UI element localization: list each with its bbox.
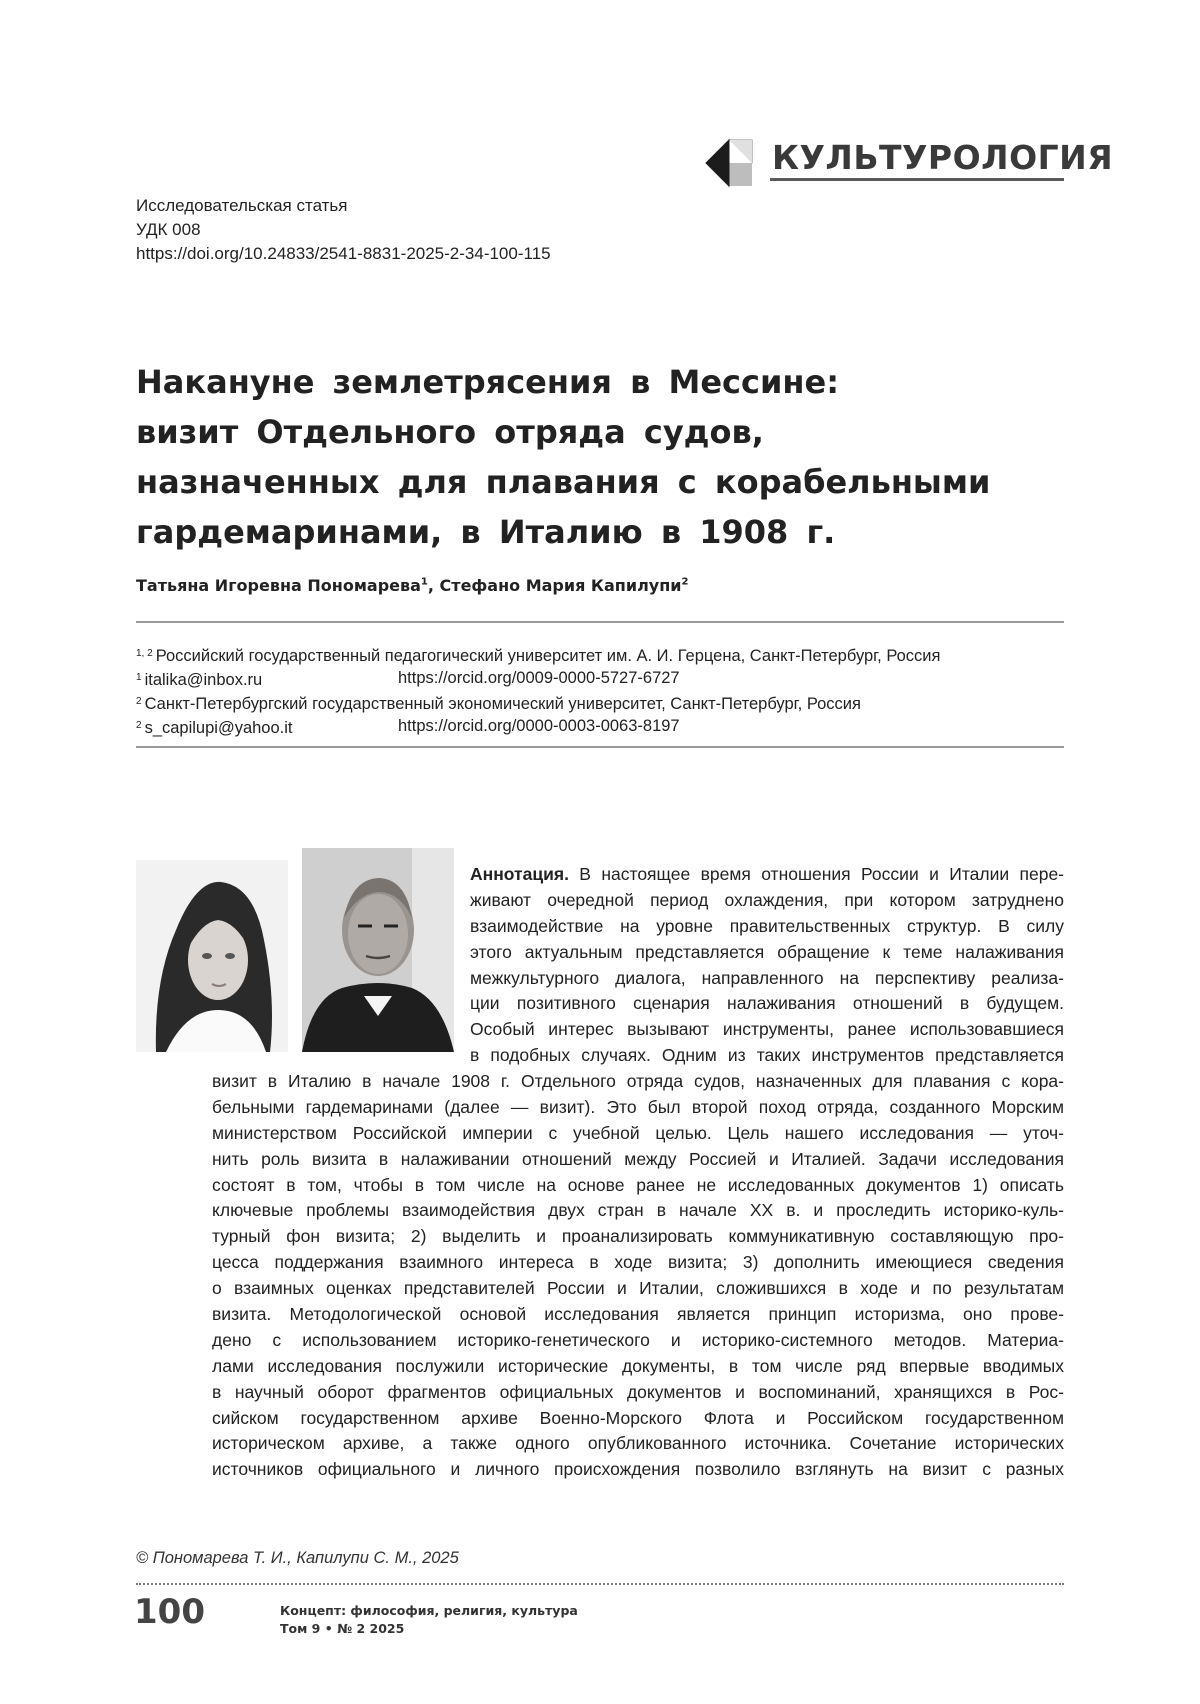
author-affiliation-sup: 1 — [420, 576, 428, 588]
abstract-line: нить роль визита в налаживании отношений между Россией и Италией. Задачи исследования — [212, 1148, 1064, 1169]
affiliation-line — [136, 714, 836, 740]
article-title-line: гардемаринами, в Италию в 1908 г. — [136, 513, 836, 551]
abstract-line: ции позитивного сценария налаживания отношений в будущем. — [470, 993, 1064, 1014]
abstract-line: бельными гардемаринами (далее — визит). Это был второй поход отряда, созданного Морским — [212, 1096, 1064, 1117]
abstract-line: сийском государственном архиве Военно-Морского Флота и Российском государственном — [212, 1407, 1064, 1428]
abstract-line: источников официального и личного происхождения позволило взглянуть на визит с разных — [212, 1459, 1064, 1480]
affiliation-sup: 1, 2 — [136, 648, 153, 659]
abstract-line — [470, 862, 1064, 888]
cube-icon — [702, 136, 756, 190]
authors — [136, 576, 688, 595]
abstract-line: министерством Российской империи с учебной целью. Цель нашего исследования — уточ- — [212, 1122, 1064, 1143]
abstract-line: этого актуальным представляется обращение к теме налаживания — [470, 941, 1064, 962]
affiliation-line — [136, 642, 940, 668]
abstract-line: о взаимных оценках представителей России и Италии, сложившихся в ходе и по результатам — [212, 1278, 1064, 1299]
abstract-line: живают очередной период охлаждения, при котором затруднено — [470, 889, 1064, 910]
abstract-line: цесса поддержания взаимного интереса в ходе визита; 3) дополнить имеющиеся сведения — [212, 1252, 1064, 1273]
article-type: Исследовательская статья — [136, 196, 348, 215]
affiliation-line — [136, 666, 836, 692]
abstract-line: ключевые проблемы взаимодействия двух стран в начале XX в. и проследить историко-куль- — [212, 1200, 1064, 1221]
author-name: Стефано Мария Капилупи — [439, 576, 682, 595]
abstract-line: состоят в том, чтобы в том числе на основе ранее не исследованных документов 1) описать — [212, 1174, 1064, 1195]
article-title-line: визит Отдельного отряда судов, — [136, 413, 764, 451]
abstract-line: взаимодействие на уровне правительственных структур. В силу — [470, 915, 1064, 936]
email-link[interactable]: s_capilupi@yahoo.it — [144, 719, 293, 737]
abstract-label: Аннотация. — [470, 864, 569, 884]
abstract-line: межкультурного диалога, направленного на перспективу реализа- — [470, 967, 1064, 988]
affiliation-text: Российский государственный педагогический университет им. А. И. Герцена, Санкт-Петербург, Россия — [155, 647, 941, 665]
author-photo-ponomareva — [136, 860, 288, 1052]
footer-divider — [136, 1583, 1064, 1585]
abstract-line: Особый интерес вызывают инструменты, ранее использовавшиеся — [470, 1019, 1064, 1040]
abstract-line: в научный оборот фрагментов официальных документов и воспоминаний, хранящихся в Рос- — [212, 1381, 1064, 1402]
abstract-line: визит в Италию в начале 1908 г. Отдельного отряда судов, назначенных для плавания с кора- — [212, 1071, 1064, 1091]
affiliation-text: Санкт-Петербургский государственный экономический университет, Санкт-Петербург, Россия — [144, 695, 861, 713]
copyright: © Пономарева Т. И., Капилупи С. М., 2025 — [136, 1549, 459, 1567]
author-photo-capilupi — [302, 848, 454, 1052]
abstract-line: визита. Методологической основой исследования является принцип историзма, оно прове- — [212, 1304, 1064, 1325]
udk: УДК 008 — [136, 220, 201, 239]
section-underline — [770, 178, 1064, 181]
doi-link[interactable]: https://doi.org/10.24833/2541-8831-2025-2-34-100-115 — [136, 244, 551, 263]
journal-name: Концепт: философия, религия, культура — [280, 1603, 578, 1618]
author-affiliation-sup: 2 — [681, 576, 689, 588]
article-title-line: назначенных для плавания с корабельными — [136, 463, 991, 501]
abstract-line: дено с использованием историко-генетического и историко-системного методов. Материа- — [212, 1329, 1064, 1350]
abstract-text: В настоящее время отношения России и Италии пере- — [568, 864, 1064, 884]
abstract-wide-block — [212, 1069, 1064, 1483]
orcid-link[interactable]: https://orcid.org/0009-0000-5727-6727 — [398, 669, 680, 687]
author-name: Татьяна Игоревна Пономарева — [136, 576, 421, 595]
abstract-line: историческом архиве, а также одного опубликованного источника. Сочетание исторических — [212, 1433, 1064, 1454]
abstract-line: турный фон визита; 2) выделить и проанализировать коммуникативную составляющую про- — [212, 1226, 1064, 1247]
orcid-link[interactable]: https://orcid.org/0000-0003-0063-8197 — [398, 717, 680, 735]
abstract-line: лами исследования послужили исторические документы, в том числе ряд впервые вводимых — [212, 1355, 1064, 1376]
email-link[interactable]: italika@inbox.ru — [144, 671, 263, 689]
divider — [136, 621, 1064, 623]
section-title: КУЛЬТУРОЛОГИЯ — [772, 138, 1114, 177]
affiliation-sup: 2 — [136, 720, 142, 731]
page-number: 100 — [134, 1592, 205, 1632]
article-title-line: Накануне землетрясения в Мессине: — [136, 363, 839, 401]
divider — [136, 746, 1064, 748]
affiliation-line — [136, 690, 861, 716]
affiliation-sup: 2 — [136, 696, 142, 707]
abstract-line: в подобных случаях. Одним из таких инструментов представляется — [470, 1045, 1064, 1066]
journal-volume: Том 9 • № 2 2025 — [280, 1621, 405, 1636]
affiliation-sup: 1 — [136, 672, 142, 683]
author-separator: , — [427, 576, 440, 595]
abstract-narrow-block — [470, 862, 1064, 1069]
